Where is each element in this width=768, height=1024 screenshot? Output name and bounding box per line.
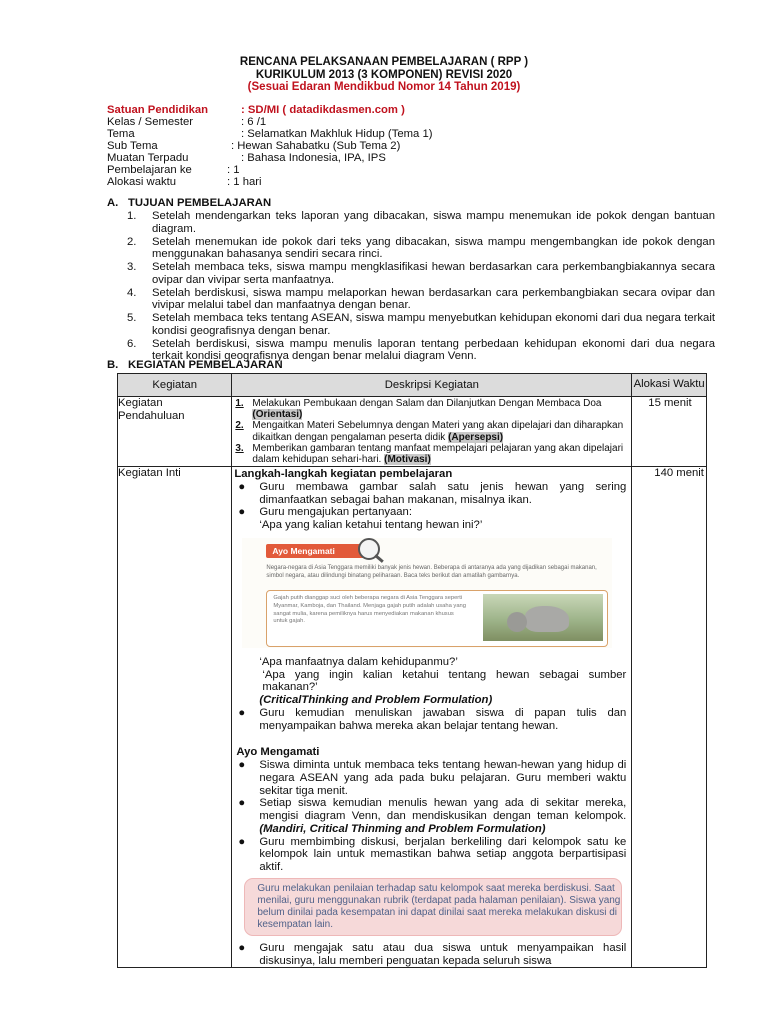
figure-tag: Ayo Mengamati bbox=[266, 544, 367, 558]
figure-paragraph: Negara-negara di Asia Tenggara memiliki banyak jenis hewan. Beberapa di antaranya ada yang dijadikan sebagai makanan, simbol negara, atau dilindungi binatang peliharaan. Baca teks berikut dan amatilah gambarnya. bbox=[266, 564, 597, 579]
bullet-icon: ● bbox=[238, 835, 246, 848]
item-number: 3. bbox=[235, 442, 244, 454]
phase-tag: (Orientasi) bbox=[252, 409, 303, 421]
list-item bbox=[232, 707, 628, 733]
column-header-deskripsi: Deskripsi Kegiatan bbox=[232, 374, 632, 397]
phase-tag: (Mandiri, Critical Thinming and Problem Formulation) bbox=[259, 822, 546, 835]
item-number: 5. bbox=[127, 312, 137, 324]
time-inti: 140 menit bbox=[632, 467, 707, 968]
objectives-list bbox=[127, 210, 715, 363]
steps-list bbox=[232, 759, 628, 874]
item-text: Setelah membaca teks, siswa mampu mengklasifikasi hewan berdasarkan cara perkembangbiakannya secara ovipar dan vivipar serta manfaatnya. bbox=[152, 261, 715, 286]
list-item bbox=[235, 443, 627, 465]
question-text: ‘Apa yang ingin kalian ketahui tentang hewan sebagai sumber makanan?’ bbox=[262, 668, 627, 694]
item-number: 1. bbox=[235, 398, 244, 409]
list-item bbox=[235, 420, 627, 442]
figure-box-text: Gajah putih dianggap suci oleh beberapa negara di Asia Tenggara seperti Myanmar, Kamboja, dan Thailand. Menjaga gajah putih adalah usaha yang sangat mulia, karena pemiliknya harus menyediakan makanan khusus untuk gajah. bbox=[273, 594, 466, 625]
list-item bbox=[232, 759, 628, 797]
time-pendahuluan: 15 menit bbox=[632, 397, 707, 467]
pendahuluan-list bbox=[232, 397, 631, 466]
list-item bbox=[232, 506, 628, 532]
identity-label: Sub Tema bbox=[107, 140, 158, 152]
item-text: Guru mengajukan pertanyaan: bbox=[259, 506, 412, 519]
identity-value: : 1 bbox=[227, 164, 240, 176]
item-number: 2. bbox=[235, 420, 244, 432]
item-text: Guru membawa gambar salah satu jenis hewan yang sering dimanfaatkan sebagai bahan makanan, misalnya ikan. bbox=[259, 480, 627, 506]
steps-heading: Langkah-langkah kegiatan pembelajaran bbox=[234, 468, 453, 481]
item-text: Melakukan Pembukaan dengan Salam dan Dilanjutkan Dengan Membaca Doa bbox=[252, 398, 602, 409]
item-number: 4. bbox=[127, 286, 137, 299]
item-number: 6. bbox=[127, 337, 137, 350]
steps-list bbox=[232, 707, 628, 733]
list-item bbox=[127, 236, 715, 262]
item-number: 1. bbox=[127, 210, 137, 222]
doc-title: RENCANA PELAKSANAAN PEMBELAJARAN ( RPP ) bbox=[239, 56, 529, 68]
section-b-heading bbox=[107, 359, 283, 372]
item-text: Guru membimbing diskusi, berjalan berkeliling dari kelompok satu ke kelompok lain untuk memastikan bahwa setiap anggota berpartisipasi aktif. bbox=[259, 835, 627, 874]
list-item bbox=[232, 836, 628, 874]
list-item bbox=[127, 261, 715, 287]
identity-value: : Hewan Sahabatku (Sub Tema 2) bbox=[231, 140, 401, 152]
item-text: Setelah menemukan ide pokok dari teks yang dibacakan, siswa mampu mengembangkan ide pokok dengan menggunakan bahasanya sendiri secara rinci. bbox=[152, 235, 715, 261]
identity-value: : SD/MI ( datadikdasmen.com ) bbox=[241, 104, 405, 116]
column-header-alokasi: Alokasi Waktu bbox=[632, 374, 707, 397]
item-text: Guru kemudian menuliskan jawaban siswa di papan tulis dan menyampaikan bahwa mereka akan belajar tentang hewan. bbox=[259, 706, 627, 732]
steps-list bbox=[232, 942, 628, 968]
item-number: 2. bbox=[127, 235, 137, 248]
identity-label: Kelas / Semester bbox=[107, 116, 194, 128]
phase-tag: (Motivasi) bbox=[384, 453, 431, 465]
bullet-icon: ● bbox=[238, 797, 246, 810]
item-text: Setelah membaca teks tentang ASEAN, siswa mampu menyebutkan kehidupan ekonomi dari dua negara terkait kondisi geografisnya dengan benar. bbox=[152, 312, 715, 337]
section-title: TUJUAN PEMBELAJARAN bbox=[128, 197, 272, 209]
question-text: ‘Apa manfaatnya dalam kehidupanmu?’ bbox=[259, 655, 458, 668]
bullet-icon: ● bbox=[238, 759, 246, 772]
list-item bbox=[127, 287, 715, 313]
figure-box bbox=[266, 590, 608, 647]
table-row bbox=[118, 397, 707, 467]
elephant-photo bbox=[483, 594, 603, 641]
bullet-icon: ● bbox=[238, 941, 246, 954]
identity-value: : Bahasa Indonesia, IPA, IPS bbox=[241, 152, 386, 164]
section-letter: A. bbox=[107, 197, 119, 209]
doc-subtitle: KURIKULUM 2013 (3 KOMPONEN) REVISI 2020 bbox=[255, 69, 513, 81]
identity-label: Pembelajaran ke bbox=[107, 164, 192, 176]
section-title: KEGIATAN PEMBELAJARAN bbox=[128, 359, 283, 371]
section-letter: B. bbox=[107, 359, 119, 371]
section-a-heading bbox=[107, 197, 271, 210]
row-label-inti: Kegiatan Inti bbox=[118, 467, 232, 968]
steps-list bbox=[232, 481, 628, 532]
question-text: ‘Apa yang kalian ketahui tentang hewan ini?’ bbox=[259, 519, 483, 532]
list-item bbox=[127, 312, 715, 338]
elephant-icon bbox=[525, 606, 569, 632]
row-label-pendahuluan: Kegiatan Pendahuluan bbox=[118, 397, 232, 467]
magnifier-handle-icon bbox=[375, 554, 385, 563]
item-text: Setelah berdiskusi, siswa mampu melaporkan hewan berdasarkan cara perkembangbiakan secara ovipar dan vivipar melalui tabel dan manfaatnya dengan benar. bbox=[152, 286, 715, 312]
bullet-icon: ● bbox=[238, 706, 246, 719]
list-item bbox=[232, 481, 628, 507]
elephant-head-icon bbox=[507, 612, 527, 632]
item-text: Setiap siswa kemudian menulis hewan yang ada di sekitar mereka, mengisi diagram Venn, dan mendiskusikan dengan teman kelompok. bbox=[259, 797, 627, 823]
item-text: Setelah berdiskusi, siswa mampu menulis laporan tentang perbedaan kehidupan ekonomi dari dua negara terkait kondisi geografisnya dengan benar melalui diagram Venn. bbox=[152, 337, 715, 363]
table-header-row bbox=[118, 374, 707, 397]
item-text: Siswa diminta untuk membaca teks tentang hewan-hewan yang hidup di negara ASEAN yang ada pada buku pelajaran. Guru memberi waktu sekitar tiga menit. bbox=[259, 759, 627, 797]
bullet-icon: ● bbox=[238, 506, 246, 519]
item-text: Memberikan gambaran tentang manfaat mempelajari pelajaran yang akan dipelajari dalam kehidupan sehari-hari. bbox=[252, 442, 624, 465]
list-item bbox=[127, 210, 715, 236]
identity-label: Satuan Pendidikan bbox=[107, 104, 209, 116]
textbook-figure bbox=[242, 538, 612, 648]
item-text: Mengaitkan Materi Sebelumnya dengan Materi yang akan dipelajari dan diharapkan dikaitkan dengan pengalaman peserta didik bbox=[252, 420, 624, 443]
inti-description bbox=[232, 467, 632, 968]
identity-value: : Selamatkan Makhluk Hidup (Tema 1) bbox=[241, 128, 433, 140]
list-item bbox=[232, 797, 628, 835]
assessment-note: Guru melakukan penilaian terhadap satu kelompok saat mereka berdiskusi. Saat menilai, guru menggunakan rubrik (terdapat pada halaman penilaian). Siswa yang belum dinilai pada kesempatan ini dapat dinilai saat mereka melakukan diskusi di kesempatan lain. bbox=[244, 878, 622, 936]
item-number: 3. bbox=[127, 261, 137, 273]
identity-value: : 6 /1 bbox=[241, 116, 267, 128]
list-item bbox=[232, 942, 628, 968]
identity-label: Tema bbox=[107, 128, 135, 140]
item-text: Setelah mendengarkan teks laporan yang dibacakan, siswa mampu menemukan ide pokok dengan bantuan diagram. bbox=[152, 210, 715, 235]
phase-tag: (Apersepsi) bbox=[448, 431, 504, 443]
item-text: Guru mengajak satu atau dua siswa untuk menyampaikan hasil diskusinya, lalu memberi penguatan kepada seluruh siswa bbox=[259, 941, 627, 967]
activities-table bbox=[117, 373, 707, 968]
pendahuluan-description bbox=[232, 397, 632, 467]
bullet-icon: ● bbox=[238, 480, 246, 493]
identity-label: Alokasi waktu bbox=[107, 176, 177, 188]
identity-label: Muatan Terpadu bbox=[107, 152, 189, 164]
doc-reference: (Sesuai Edaran Mendikbud Nomor 14 Tahun 2019) bbox=[247, 81, 521, 93]
list-item bbox=[235, 398, 627, 420]
column-header-kegiatan: Kegiatan bbox=[118, 374, 232, 397]
ayo-mengamati-heading: Ayo Mengamati bbox=[236, 746, 320, 759]
identity-value: : 1 hari bbox=[227, 176, 262, 188]
table-row bbox=[118, 467, 707, 968]
critical-thinking-tag: (CriticalThinking and Problem Formulation) bbox=[259, 694, 493, 707]
